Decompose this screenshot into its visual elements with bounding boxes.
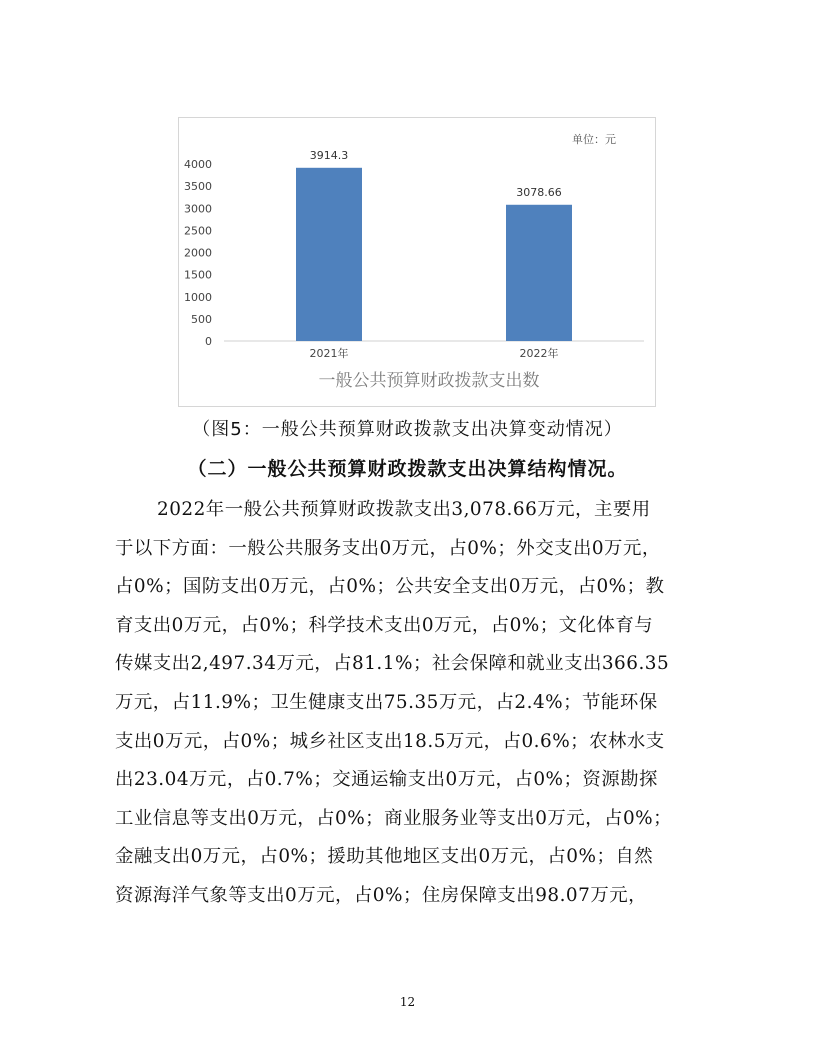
y-tick-label: 1500 (184, 268, 212, 282)
y-tick-label: 0 (205, 335, 212, 348)
body-line: 出23.04万元，占0.7%；交通运输支出0万元，占0%；资源勘探 (115, 769, 658, 791)
body-line: 金融支出0万元，占0%；援助其他地区支出0万元，占0%；自然 (115, 846, 654, 868)
body-line: 育支出0万元，占0%；科学技术支出0万元，占0%；文化体育与 (115, 614, 654, 636)
figure-caption: （图5：一般公共预算财政拨款支出决算变动情况） (192, 419, 623, 440)
x-tick-label: 2022年 (519, 347, 559, 360)
body-line: 于以下方面：一般公共服务支出0万元，占0%；外交支出0万元， (115, 537, 661, 559)
y-tick-label: 2000 (184, 246, 212, 260)
chart-title: 一般公共预算财政拨款支出数 (318, 371, 540, 391)
bar-chart-svg (179, 118, 657, 408)
y-tick-label: 3500 (184, 180, 212, 194)
body-line: 资源海洋气象等支出0万元，占0%；住房保障支出98.07万元， (115, 884, 648, 906)
bar (296, 168, 362, 341)
body-line: 占0%；国防支出0万元，占0%；公共安全支出0万元，占0%；教 (115, 576, 665, 598)
x-axis-ticks (310, 346, 559, 360)
y-axis-ticks (184, 158, 212, 348)
bar-chart (178, 117, 656, 407)
y-tick-label: 500 (191, 312, 212, 326)
page-number: 12 (399, 995, 416, 1009)
y-tick-label: 2500 (184, 224, 212, 238)
body-line: 万元，占11.9%；卫生健康支出75.35万元，占2.4%；节能环保 (115, 691, 658, 713)
body-line: 传媒支出2,497.34万元，占81.1%；社会保障和就业支出366.35 (115, 653, 670, 675)
unit-label: 单位：元 (572, 133, 616, 146)
body-paragraph (115, 491, 695, 916)
y-tick-label: 3000 (184, 202, 212, 216)
data-label: 3914.3 (309, 148, 349, 162)
bar (506, 205, 572, 341)
body-line: 2022年一般公共预算财政拨款支出3,078.66万元，主要用 (157, 499, 651, 520)
data-label: 3078.66 (516, 185, 562, 199)
x-tick-label: 2021年 (309, 347, 349, 360)
body-line: 支出0万元，占0%；城乡社区支出18.5万元，占0.6%；农林水支 (115, 730, 665, 752)
body-line: 工业信息等支出0万元，占0%；商业服务业等支出0万元，占0%； (115, 807, 673, 829)
y-tick-label: 4000 (184, 158, 212, 171)
y-tick-label: 1000 (184, 290, 212, 304)
section-heading: （二）一般公共预算财政拨款支出决算结构情况。 (187, 458, 628, 480)
